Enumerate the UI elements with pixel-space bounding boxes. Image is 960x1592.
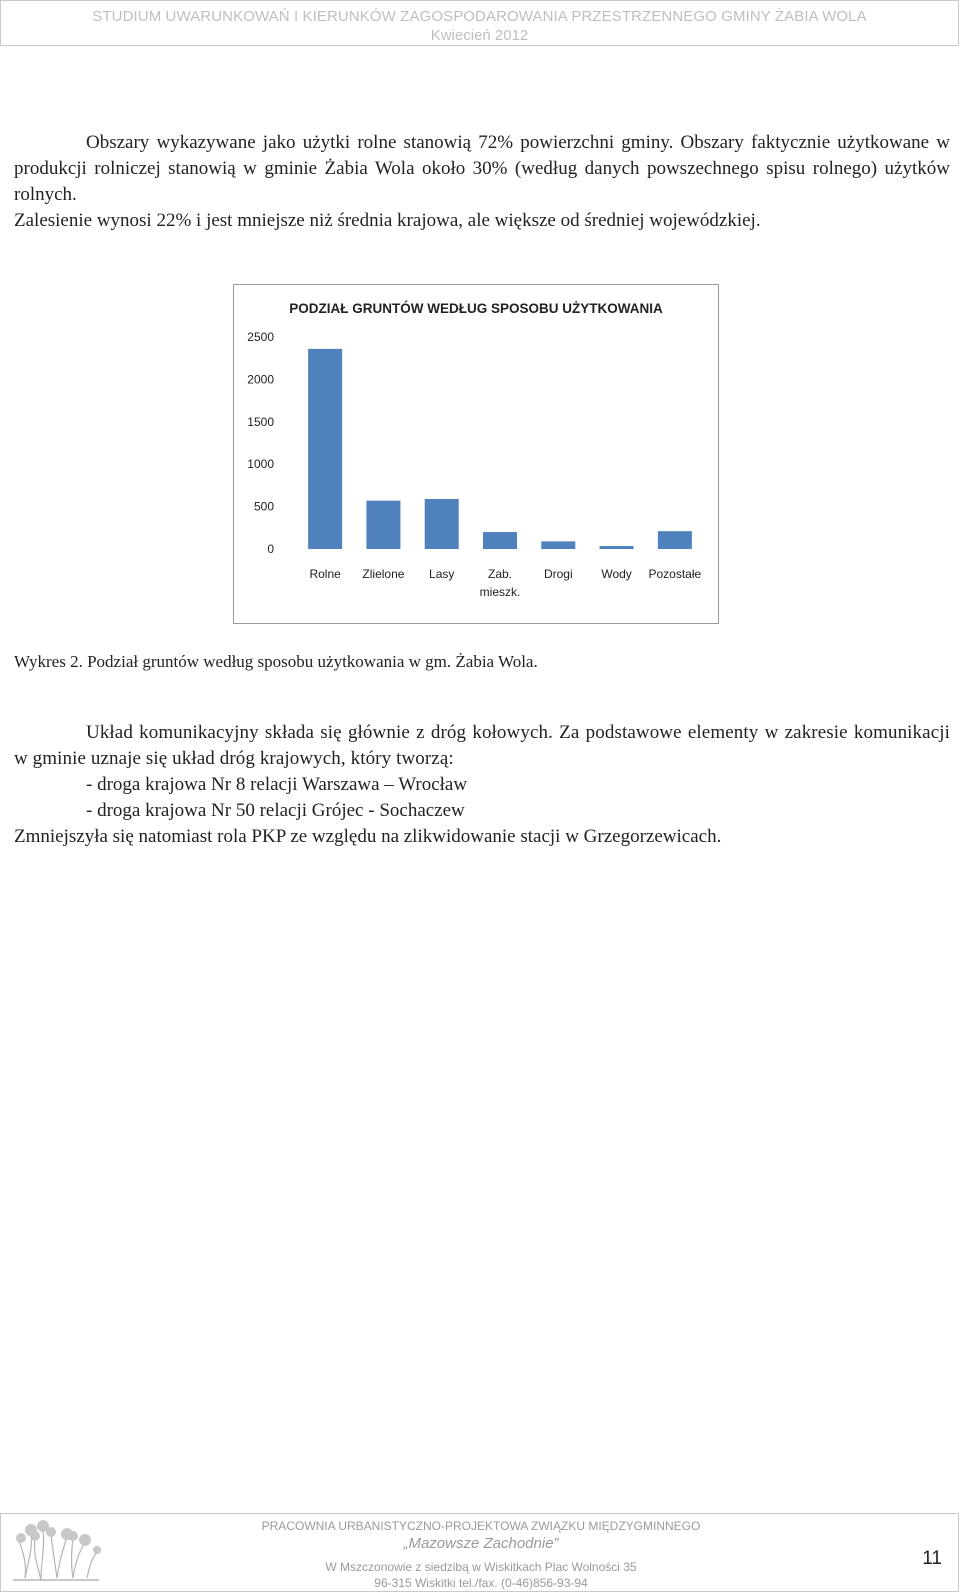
y-tick-label: 1000 (247, 457, 274, 472)
paragraph-transport (14, 720, 950, 850)
x-tick-label: Pozostałe (648, 567, 702, 581)
bar-5 (541, 541, 575, 549)
bar-4 (483, 532, 517, 549)
header-title: STUDIUM UWARUNKOWAŃ I KIERUNKÓW ZAGOSPODAROWANIA PRZESTRZENNEGO GMINY ŻABIA WOLA (92, 8, 867, 25)
page-footer (0, 1513, 959, 1592)
bar-1 (308, 349, 342, 549)
y-tick-label: 1500 (247, 414, 274, 429)
road-item-1: - droga krajowa Nr 8 relacji Warszawa – Wrocław (86, 774, 468, 795)
footer-line-1: PRACOWNIA URBANISTYCZNO-PROJEKTOWA ZWIĄZKU MIĘDZYGMINNEGO (261, 1519, 701, 1533)
footer-line-2: „Mazowsze Zachodnie” (403, 1535, 559, 1552)
bar-6 (600, 546, 634, 549)
x-tick-label: Drogi (543, 567, 573, 581)
x-tick-label: Zlielone (362, 567, 405, 581)
page-header (0, 0, 959, 46)
x-tick-label: Lasy (429, 567, 455, 581)
page-number: 11 (922, 1548, 942, 1569)
road-item-2: - droga krajowa Nr 50 relacji Grójec - Sochaczew (86, 800, 465, 821)
bar-3 (425, 499, 459, 549)
transport-intro: Układ komunikacyjny składa się głównie z dróg kołowych. Za podstawowe elementy w zakresie komunikacji w gminie uznaje się układ dróg krajowych, który tworzą: (14, 722, 950, 769)
y-tick-label: 0 (267, 542, 274, 556)
y-tick-label: 2500 (247, 330, 274, 344)
chart-caption: Wykres 2. Podział gruntów według sposobu użytkowania w gm. Żabia Wola. (14, 652, 538, 671)
chart-title: PODZIAŁ GRUNTÓW WEDŁUG SPOSOBU UŻYTKOWANIA (289, 301, 663, 316)
x-tick-label: Zab. (487, 567, 513, 581)
bar-2 (366, 501, 400, 549)
footer-line-3: W Mszczonowie z siedzibą w Wiskitkach Plac Wolności 35 (325, 1560, 637, 1574)
x-tick-label: Rolne (309, 567, 341, 581)
tree-logo-icon (11, 1518, 101, 1586)
paragraph-agriculture: Obszary wykazywane jako użytki rolne stanowią 72% powierzchni gminy. Obszary faktycznie użytkowane w produkcji rolniczej stanowią w gminie Żabia Wola około 30% (według danych powszechnego spisu rolnego) użytków rolnych. (14, 132, 950, 205)
header-date: Kwiecień 2012 (430, 27, 529, 44)
footer-text (241, 1514, 721, 1591)
land-use-chart (233, 284, 719, 624)
bar-7 (658, 531, 692, 549)
x-tick-label: mieszk. (479, 585, 521, 599)
paragraph-forest: Zalesienie wynosi 22% i jest mniejsze niż średnia krajowa, ale większe od średniej wojewódzkiej. (14, 210, 761, 231)
chart-svg (234, 285, 718, 623)
y-tick-label: 2000 (247, 372, 274, 387)
transport-closing: Zmniejszyła się natomiast rola PKP ze względu na zlikwidowanie stacji w Grzegorzewicach. (14, 826, 722, 847)
footer-line-4: 96-315 Wiskitki tel./fax. (0-46)856-93-94 (374, 1576, 588, 1590)
y-tick-label: 500 (253, 499, 274, 514)
x-tick-label: Wody (601, 567, 632, 581)
paragraph-land-use (14, 130, 950, 234)
